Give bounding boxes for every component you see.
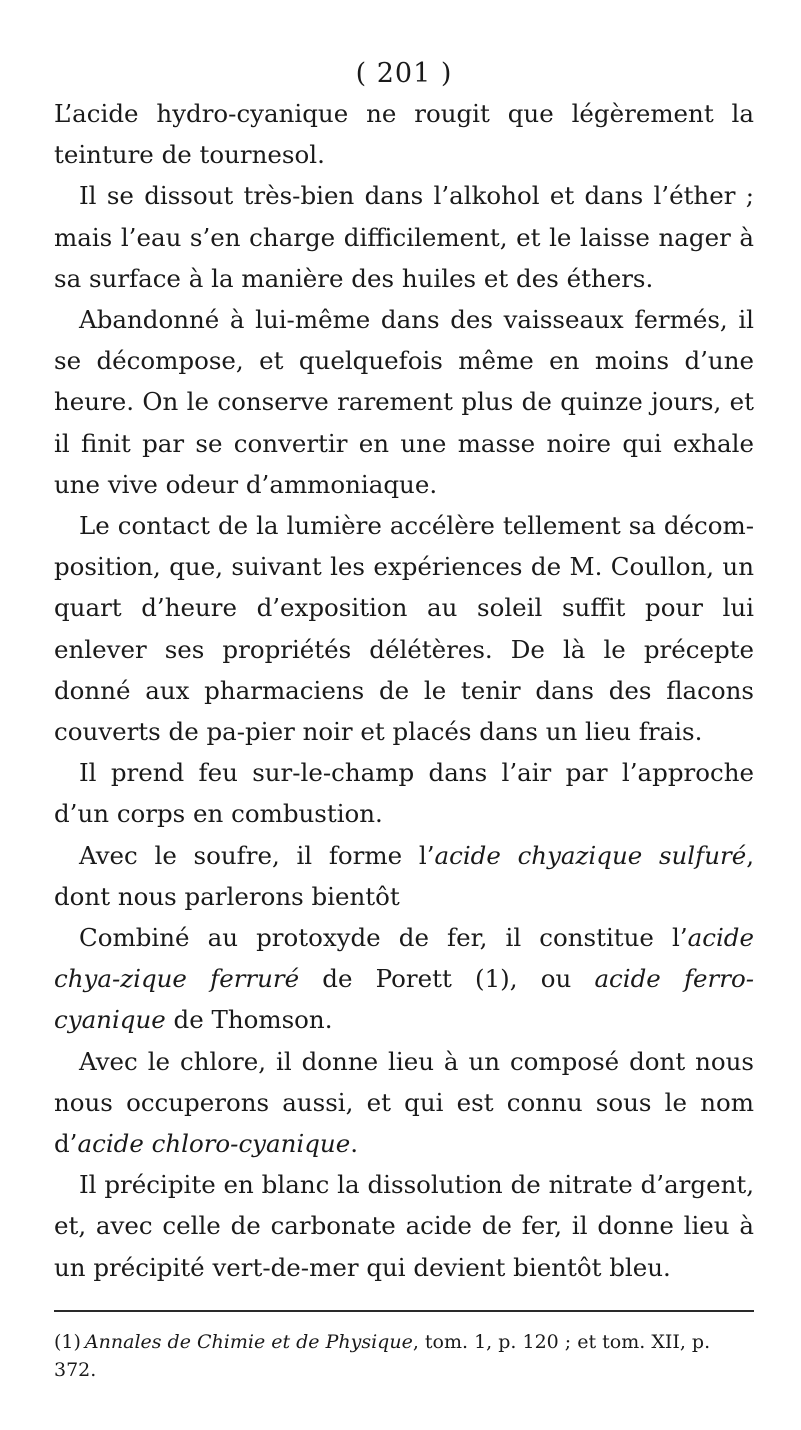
footnote: [54, 1328, 754, 1384]
book-page: [54, 58, 754, 1384]
text-run: .: [350, 1129, 358, 1159]
footnote-separator: [54, 1310, 754, 1312]
text-run: de Thomson.: [165, 1005, 333, 1035]
text-run: Il se dissout très-bien dans l’alkohol et dans l’éther ; mais l’eau s’en charge difficilement, et le laisse nager à sa surface à la manière des huiles et des éthers.: [54, 181, 754, 293]
paragraph: [54, 1164, 754, 1288]
paragraph: [54, 175, 754, 299]
paragraph: [54, 752, 754, 834]
text-run: Combiné au protoxyde de fer, il constitue l’: [79, 923, 688, 953]
italic-term: acide ferro-cyanique: [54, 964, 754, 1035]
footnote-title: Annales de Chimie et de Physique: [84, 1330, 413, 1353]
paragraph: [54, 505, 754, 752]
text-run: Abandonné à lui-même dans des vaisseaux fermés, il se décompose, et quelquefois même en moins d’une heure. On le conserve rarement plus de quinze jours, et il finit par se convertir en une masse noire qui exhale une vive odeur d’ammoniaque.: [54, 305, 754, 499]
paragraph: [54, 299, 754, 505]
italic-term: acide chyazique sulfuré: [434, 840, 747, 870]
italic-term: acide chloro-cyanique: [77, 1129, 351, 1159]
paragraph: [54, 93, 754, 175]
body-text: [54, 93, 754, 1288]
text-run: de Porett (1), ou: [299, 964, 595, 994]
footnote-run: , tom. 1, p. 120 ; et tom. XII, p. 372.: [54, 1330, 711, 1381]
text-run: Avec le soufre, il forme l’: [79, 840, 435, 870]
text-run: , dont nous parlerons bientôt: [54, 840, 754, 911]
page-number: ( 201 ): [355, 58, 453, 89]
paragraph: [54, 1041, 754, 1165]
footnote-text: [54, 1331, 710, 1381]
footnote-marker: (1): [54, 1330, 81, 1353]
paragraph: [54, 917, 754, 1041]
paragraph: [54, 835, 754, 917]
text-run: Avec le chlore, il donne lieu à un composé dont nous nous occuperons aussi, et qui est connu sous le nom d’: [54, 1046, 754, 1159]
text-run: Il précipite en blanc la dissolution de nitrate d’argent, et, avec celle de carbonate acide de fer, il donne lieu à un précipité vert-de-mer qui devient bientôt bleu.: [54, 1170, 754, 1282]
italic-term: acide chya-zique ferruré: [54, 923, 754, 994]
text-run: Le contact de la lumière accélère tellement sa décom-position, que, suivant les expériences de M. Coullon, un quart d’heure d’exposition au soleil suffit pour lui enlever ses propriétés délétères. De là le précepte donné aux pharmaciens de le tenir dans des flacons couverts de pa-pier noir et placés dans un lieu frais.: [54, 511, 754, 747]
text-run: Il prend feu sur-le-champ dans l’air par l’approche d’un corps en combustion.: [54, 758, 754, 829]
text-run: L’acide hydro-cyanique ne rougit que légèrement la teinture de tournesol.: [54, 99, 754, 170]
